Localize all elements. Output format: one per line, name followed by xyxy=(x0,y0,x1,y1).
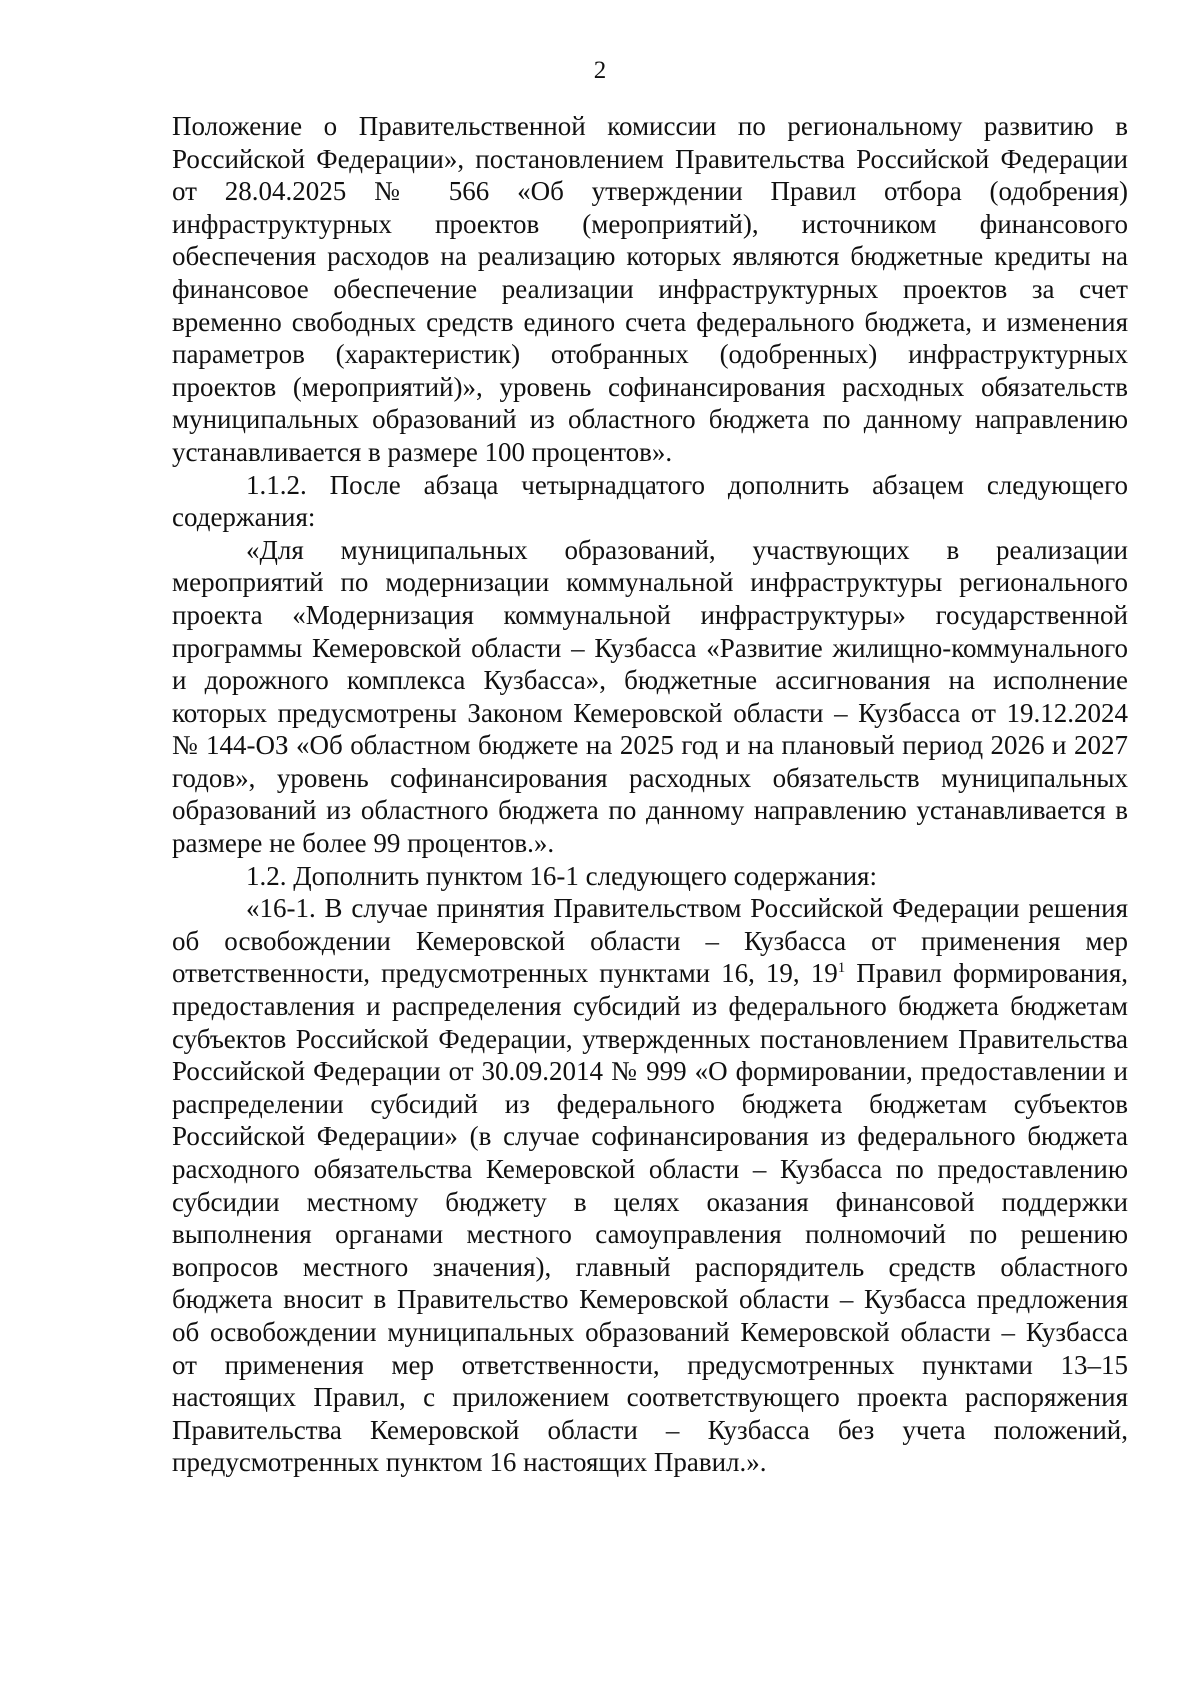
paragraph-16-1-text-start: «16-1. В случае принятия Правительством Российской Федерации решения об освобождении Кемеровской области – Кузбасса от применения мер ответственности, предусмотренных пунктами 16, 19, 19 xyxy=(172,893,1128,989)
document-body xyxy=(172,110,1128,1479)
page-number: 2 xyxy=(593,57,607,84)
superscript-1: 1 xyxy=(837,960,846,977)
paragraph-1-2: 1.2. Дополнить пунктом 16-1 следующего содержания: xyxy=(246,860,877,891)
paragraph-16-1 xyxy=(172,892,1128,1479)
paragraph-1-1-2: 1.1.2. После абзаца четырнадцатого дополнить абзацем следующего содержания: xyxy=(172,469,1128,533)
paragraph-16-1-text-end: Правил формирования, предоставления и распределения субсидий из федерального бюджета бюджетам субъектов Российской Федерации, утвержденных постановлением Правительства Российской Федерации от 30.09.2014 № 999 «О формировании, предоставлении и распределении субсидий из федерального бюджета бюджетам субъектов Российской Федерации» (в случае софинансирования из федерального бюджета расходного обязательства Кемеровской области – Кузбасса по предоставлению субсидии местному бюджету в целях оказания финансовой поддержки выполнения органами местного самоуправления полномочий по решению вопросов местного значения), главный распорядитель средств областного бюджета вносит в Правительство Кемеровской области – Кузбасса предложения об освобождении муниципальных образований Кемеровской области – Кузбасса от применения мер ответственности, предусмотренных пунктами 13–15 настоящих Правил, с приложением соответствующего проекта распоряжения Правительства Кемеровской области – Кузбасса без учета положений, предусмотренных пунктом 16 настоящих Правил.». xyxy=(172,958,1129,1478)
paragraph-quoted-addition: «Для муниципальных образований, участвующих в реализации мероприятий по модернизации коммунальной инфраструктуры регионального проекта «Модернизация коммунальной инфраструктуры» государственной программы Кемеровской области – Кузбасса «Развитие жилищно-коммунального и дорожного комплекса Кузбасса», бюджетные ассигнования на исполнение которых предусмотрены Законом Кемеровской области – Кузбасса от 19.12.2024 № 144-ОЗ «Об областном бюджете на 2025 год и на плановый период 2026 и 2027 годов», уровень софинансирования расходных обязательств муниципальных образований из областного бюджета по данному направлению устанавливается в размере не более 99 процентов.». xyxy=(172,534,1128,859)
paragraph-continuation: Положение о Правительственной комиссии по региональному развитию в Российской Федерации», постановлением Правительства Российской Федерации от 28.04.2025 № 566 «Об утверждении Правил отбора (одобрения) инфраструктурных проектов (мероприятий), источником финансового обеспечения расходов на реализацию которых являются бюджетные кредиты на финансовое обеспечение реализации инфраструктурных проектов за счет временно свободных средств единого счета федерального бюджета, и изменения параметров (характеристик) отобранных (одобренных) инфраструктурных проектов (мероприятий)», уровень софинансирования расходных обязательств муниципальных образований из областного бюджета по данному направлению устанавливается в размере 100 процентов». xyxy=(172,111,1128,467)
